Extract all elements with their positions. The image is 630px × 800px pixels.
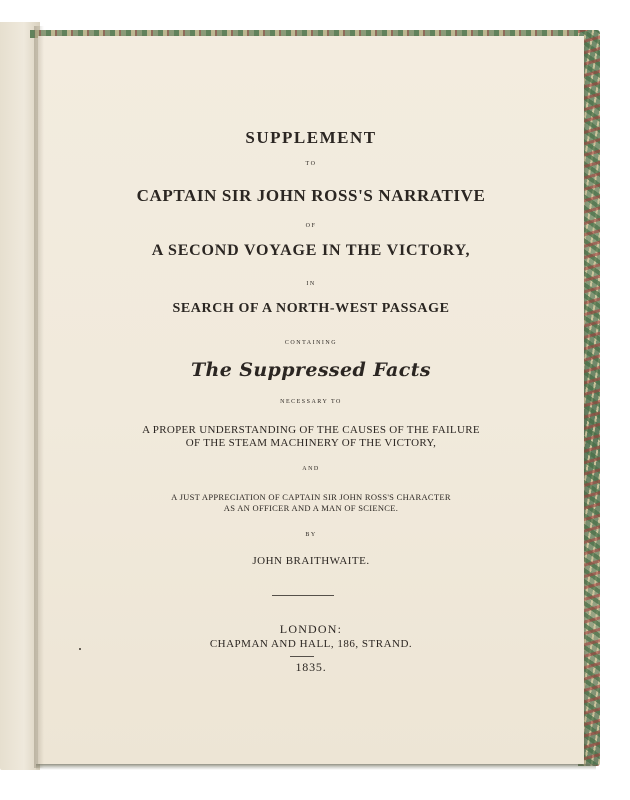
connector-in: IN [306, 281, 316, 287]
imprint-publisher: CHAPMAN AND HALL, 186, STRAND. [209, 638, 413, 650]
connector-containing: CONTAINING [284, 340, 338, 346]
title-supplement: SUPPLEMENT [245, 128, 377, 147]
title-page [38, 36, 584, 764]
title-second-voyage: A SECOND VOYAGE IN THE VICTORY, [151, 242, 471, 259]
imprint-city: LONDON: [279, 622, 343, 636]
title-captain-narrative: CAPTAIN SIR JOHN ROSS'S NARRATIVE [136, 186, 486, 205]
line-steam-machinery: OF THE STEAM MACHINERY OF THE VICTORY, [185, 437, 437, 449]
imprint-year: 1835. [295, 660, 327, 674]
gutter-shadow [34, 26, 44, 768]
year-rule [290, 656, 314, 657]
connector-to: TO [305, 161, 317, 167]
line-proper-understanding: A PROPER UNDERSTANDING OF THE CAUSES OF THE FAILURE [142, 424, 480, 436]
title-north-west-passage: SEARCH OF A NORTH-WEST PASSAGE [172, 301, 450, 316]
author-name: JOHN BRAITHWAITE. [252, 555, 370, 567]
connector-necessary-to: NECESSARY TO [280, 399, 342, 405]
line-officer-science: AS AN OFFICER AND A MAN OF SCIENCE. [223, 503, 399, 513]
title-suppressed-facts: The Suppressed Facts [190, 359, 432, 381]
book-bottom-shadow [36, 764, 596, 770]
paper-speck [79, 648, 81, 650]
divider-rule [272, 595, 334, 596]
connector-and: AND [302, 466, 320, 472]
connector-of: OF [305, 223, 317, 229]
connector-by: BY [305, 532, 317, 538]
line-just-appreciation: A JUST APPRECIATION OF CAPTAIN SIR JOHN ROSS'S CHARACTER [171, 492, 451, 502]
